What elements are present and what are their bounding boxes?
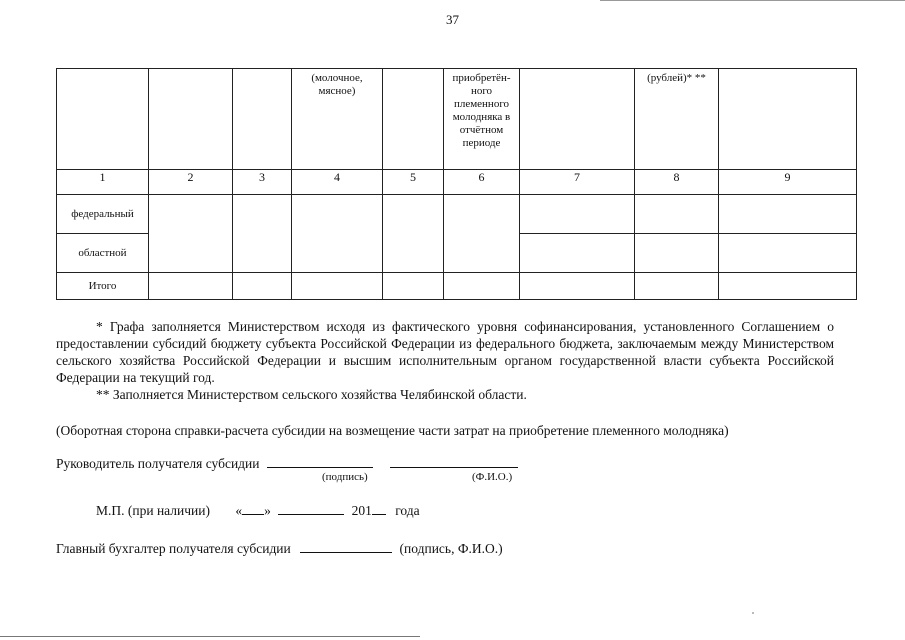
table-cell <box>149 195 233 273</box>
table-cell <box>444 273 520 300</box>
footnote-2: ** Заполняется Министерством сельского хозяйства Челябинской области. <box>96 387 527 402</box>
column-number: 3 <box>233 170 292 195</box>
header-cell-5 <box>383 69 444 170</box>
table-cell <box>719 195 857 234</box>
head-signature-row <box>56 453 518 472</box>
month-line[interactable] <box>278 500 344 515</box>
header-cell-9 <box>719 69 857 170</box>
row-label-regional: областной <box>57 234 149 273</box>
header-cell-4 <box>292 69 383 170</box>
table-cell <box>719 234 857 273</box>
header-cell-7 <box>520 69 635 170</box>
stamp-date-row <box>96 500 420 519</box>
column-number: 5 <box>383 170 444 195</box>
table-cell <box>149 273 233 300</box>
sign-caption: (подпись) <box>322 471 368 483</box>
table-cell <box>635 273 719 300</box>
table-cell <box>635 234 719 273</box>
scan-dot <box>752 612 754 614</box>
column-number: 9 <box>719 170 857 195</box>
subsidy-table <box>56 68 857 300</box>
accountant-signature-line[interactable] <box>300 538 392 553</box>
header-cell-1 <box>57 69 149 170</box>
table-cell <box>292 195 383 273</box>
table-cell <box>233 195 292 273</box>
table-row <box>57 195 857 234</box>
head-signature-line[interactable] <box>267 453 373 468</box>
table-row-total <box>57 273 857 300</box>
column-number: 4 <box>292 170 383 195</box>
column-number: 6 <box>444 170 520 195</box>
table-cell <box>292 273 383 300</box>
day-line[interactable] <box>242 500 264 515</box>
table-cell <box>520 234 635 273</box>
accountant-signature-row <box>56 538 503 557</box>
header-text-4: (молочное, мясное) <box>311 72 363 97</box>
table-cell <box>383 273 444 300</box>
header-text-8: (рублей)* ** <box>647 72 706 84</box>
head-label: Руководитель получателя субсидии <box>56 456 260 471</box>
page-number: 37 <box>446 12 459 27</box>
reverse-side-title: (Оборотная сторона справки-расчета субсидии на возмещение части затрат на приобретение племенного молодняка) <box>56 423 729 438</box>
header-cell-6 <box>444 69 520 170</box>
column-number: 1 <box>57 170 149 195</box>
table-cell <box>719 273 857 300</box>
year-suffix: года <box>395 503 420 518</box>
table-cell <box>520 195 635 234</box>
year-prefix: 201 <box>351 503 372 518</box>
footnote-1: * Графа заполняется Министерством исходя из фактического уровня софинансирования, установленного Соглашением о предоставлении субсидий бюджету субъекта Российской Федерации из федерального бюджета, заключаемым между Министерством сельского хозяйства Российской Федерации и высшим исполнительным органом государственной власти субъекта Российской Федерации на текущий год. <box>56 319 834 385</box>
date-close-quote: » <box>264 503 271 518</box>
column-number: 8 <box>635 170 719 195</box>
header-cell-8 <box>635 69 719 170</box>
column-number: 2 <box>149 170 233 195</box>
row-label-total: Итого <box>57 273 149 300</box>
accountant-label: Главный бухгалтер получателя субсидии <box>56 541 291 556</box>
table-cell <box>383 195 444 273</box>
column-number: 7 <box>520 170 635 195</box>
table-cell <box>444 195 520 273</box>
accountant-caption: (подпись, Ф.И.О.) <box>399 541 503 556</box>
header-text-6: приобретён-ного племенного молодняка в отчётном периоде <box>452 72 511 149</box>
top-rule <box>600 0 905 1</box>
table-cell <box>635 195 719 234</box>
table-cell <box>520 273 635 300</box>
table-cell <box>233 273 292 300</box>
row-label-federal: федеральный <box>57 195 149 234</box>
column-number-row <box>57 170 857 195</box>
table-header-row <box>57 69 857 170</box>
bottom-rule <box>0 636 420 637</box>
fio-caption: (Ф.И.О.) <box>472 471 513 483</box>
header-cell-2 <box>149 69 233 170</box>
date-open-quote: « <box>235 503 243 518</box>
footnotes <box>56 318 834 403</box>
header-cell-3 <box>233 69 292 170</box>
head-fio-line[interactable] <box>390 453 518 468</box>
stamp-label: М.П. (при наличии) <box>96 503 210 518</box>
year-line[interactable] <box>372 500 386 515</box>
